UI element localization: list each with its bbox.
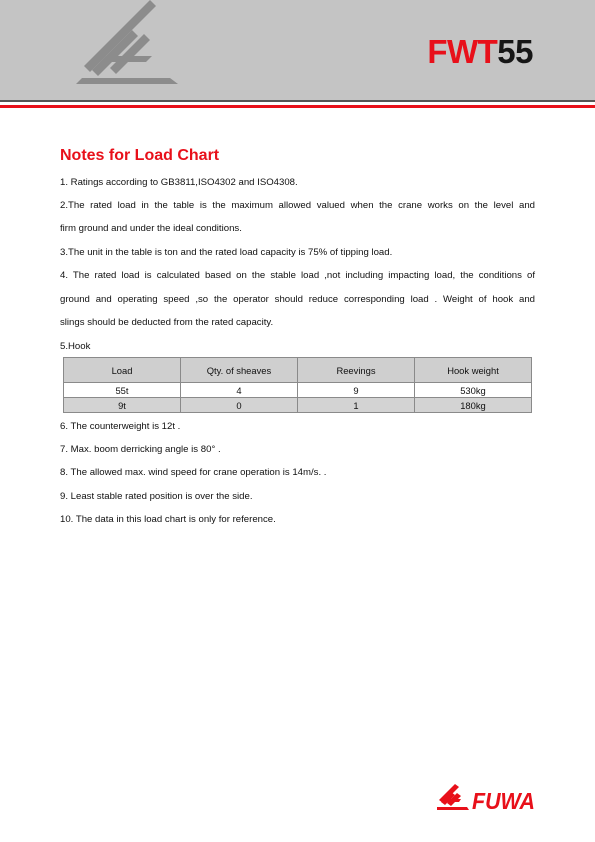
table-row: [64, 398, 532, 413]
header-hook-weight: Hook weight: [415, 358, 532, 383]
cell-load: 55t: [64, 383, 181, 398]
cell-hook-weight: 180kg: [415, 398, 532, 413]
header-reevings: Reevings: [298, 358, 415, 383]
model-suffix: 55: [497, 33, 533, 70]
model-name: [427, 34, 533, 70]
note-2-line-1: 2.The rated load in the table is the maximum allowed valued when the crane works on the level and: [60, 200, 535, 211]
header-rule-dark: [0, 100, 595, 102]
header-sheaves: Qty. of sheaves: [181, 358, 298, 383]
fuwa-logo-text: FUWA: [472, 788, 535, 812]
cell-reevings: 9: [298, 383, 415, 398]
note-7: 7. Max. boom derricking angle is 80° .: [60, 444, 221, 455]
model-prefix: FWT: [427, 33, 498, 70]
page-header: [0, 0, 595, 100]
table-row: [64, 383, 532, 398]
note-3: 3.The unit in the table is ton and the rated load capacity is 75% of tipping load.: [60, 247, 393, 258]
header-load: Load: [64, 358, 181, 383]
note-6: 6. The counterweight is 12t .: [60, 421, 181, 432]
note-10: 10. The data in this load chart is only for reference.: [60, 514, 276, 525]
fuwa-emblem-icon: [76, 0, 178, 86]
header-rule-red: [0, 105, 595, 108]
cell-sheaves: 4: [181, 383, 298, 398]
note-8: 8. The allowed max. wind speed for crane operation is 14m/s. .: [60, 467, 327, 478]
fuwa-emblem-icon: [437, 784, 469, 810]
hook-table-header-row: [64, 358, 532, 383]
page-title: Notes for Load Chart: [60, 147, 220, 164]
cell-load: 9t: [64, 398, 181, 413]
note-5: 5.Hook: [60, 341, 91, 352]
note-2-line-2: firm ground and under the ideal conditions.: [60, 223, 242, 234]
cell-reevings: 1: [298, 398, 415, 413]
cell-hook-weight: 530kg: [415, 383, 532, 398]
note-4-line-2: ground and operating speed ,so the operator should reduce corresponding load . Weight of hook and: [60, 294, 535, 305]
note-9: 9. Least stable rated position is over the side.: [60, 491, 253, 502]
hook-table: [63, 357, 532, 413]
note-1: 1. Ratings according to GB3811,ISO4302 and ISO4308.: [60, 177, 298, 188]
fuwa-logo: [437, 784, 537, 812]
note-4-line-1: 4. The rated load is calculated based on the stable load ,not including impacting load, the conditions of: [60, 270, 535, 281]
cell-sheaves: 0: [181, 398, 298, 413]
note-4-line-3: slings should be deducted from the rated capacity.: [60, 317, 274, 328]
